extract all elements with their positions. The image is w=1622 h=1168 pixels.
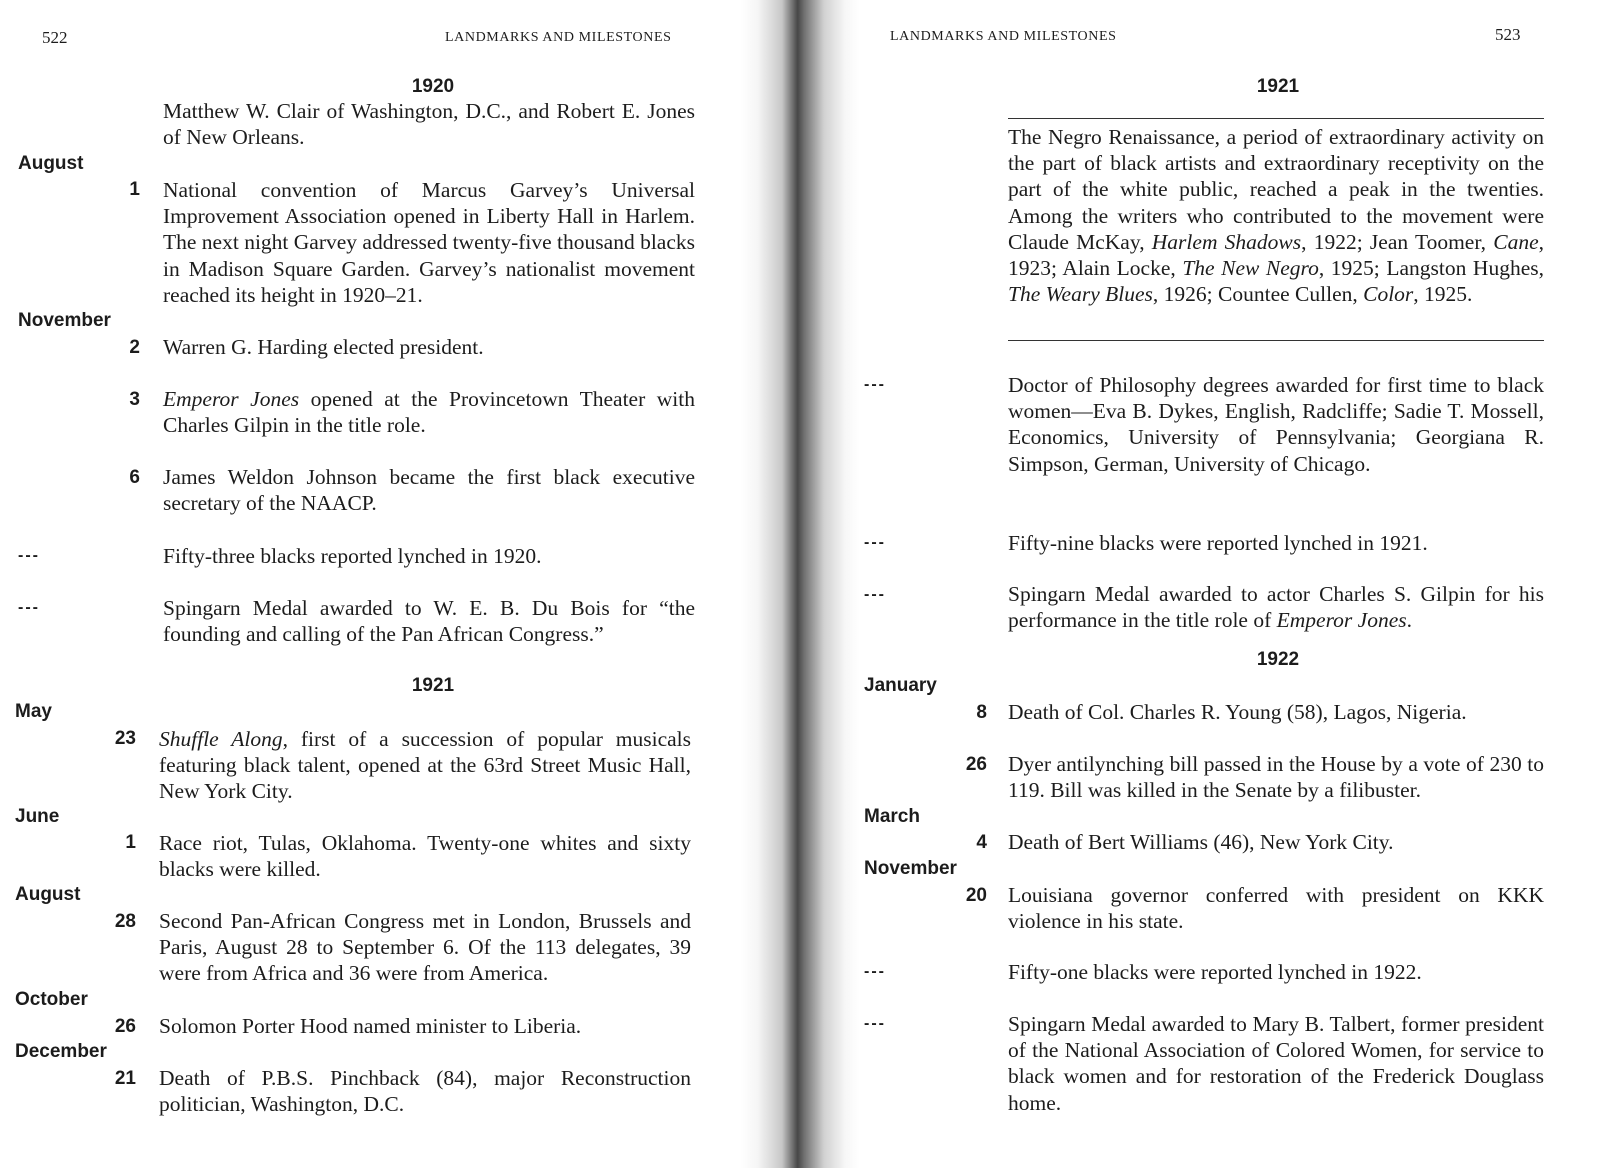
- month-december-1921: December: [15, 1041, 107, 1062]
- entry-johnson-naacp: James Weldon Johnson became the first black executive secretary of the NAACP.: [163, 465, 695, 516]
- running-head: LANDMARKS AND MILESTONES: [445, 30, 672, 45]
- undated-marker: ---: [864, 376, 886, 393]
- work-title: Emperor Jones: [1276, 608, 1407, 633]
- day-28: 28: [114, 911, 136, 932]
- year-heading-1921: 1921: [1256, 76, 1300, 97]
- undated-marker: ---: [864, 586, 886, 603]
- entry-shuffle-along: Shuffle Along, first of a succession of popular musicals featuring black talent, opened at the 63rd Street Music Hall, New York City.: [159, 727, 691, 804]
- entry-spingarn-gilpin: Spingarn Medal awarded to actor Charles S. Gilpin for his performance in the title role of Emperor Jones.: [1008, 582, 1544, 633]
- entry-lynched-1920: Fifty-three blacks reported lynched in 1920.: [163, 544, 542, 568]
- undated-marker: ---: [18, 599, 40, 616]
- month-january-1922: January: [864, 675, 937, 696]
- day-1: 1: [129, 179, 140, 200]
- month-november-1922: November: [864, 858, 957, 879]
- entry-hood-liberia: Solomon Porter Hood named minister to Liberia.: [159, 1014, 582, 1038]
- day-4: 4: [976, 832, 987, 853]
- month-november-1920: November: [18, 310, 111, 331]
- day-1: 1: [125, 832, 136, 853]
- work-title: The Weary Blues: [1008, 282, 1153, 307]
- left-page: [0, 0, 800, 1168]
- day-20: 20: [965, 885, 987, 906]
- day-2: 2: [129, 337, 140, 358]
- entry-lynched-1922: Fifty-one blacks were reported lynched in 1922.: [1008, 960, 1422, 984]
- entry-spingarn-talbert: Spingarn Medal awarded to Mary B. Talbert, former president of the National Association of Colored Women, for service to black women and for restoration of the Frederick Douglass home.: [1008, 1012, 1544, 1115]
- box-top-rule: [1008, 118, 1544, 119]
- continuation-entry: Matthew W. Clair of Washington, D.C., and Robert E. Jones of New Orleans.: [163, 99, 695, 150]
- entry-garvey-convention: National convention of Marcus Garvey’s Universal Improvement Association opened in Liberty Hall in Harlem. The next night Garvey addressed twenty-five thousand blacks in Madison Square Garden. Garvey’s nationalist movement reached its height in 1920–21.: [163, 178, 695, 307]
- day-26: 26: [114, 1016, 136, 1037]
- entry-dyer-bill: Dyer antilynching bill passed in the House by a vote of 230 to 119. Bill was killed in the Senate by a filibuster.: [1008, 752, 1544, 803]
- page-number: 522: [42, 28, 68, 47]
- entry-emperor-jones: Emperor Jones opened at the Provincetown Theater with Charles Gilpin in the title role.: [163, 387, 695, 438]
- month-june-1921: June: [15, 806, 60, 827]
- boxed-note-negro-renaissance: The Negro Renaissance, a period of extraordinary activity on the part of black artists and extraordinary receptivity on the part of the white public, reached a peak in the twenties. Among the writers who contributed to the movement were Claude McKay, Harlem Shadows, 1922; Jean Toomer, Cane, 1923; Alain Locke, The New Negro, 1925; Langston Hughes, The Weary Blues, 1926; Countee Cullen, Color, 1925.: [1008, 125, 1544, 307]
- entry-phd-degrees: Doctor of Philosophy degrees awarded for first time to black women—Eva B. Dykes, English, Radcliffe; Sadie T. Mossell, Economics, University of Pennsylvania; Georgiana R. Simpson, German, University of Chicago.: [1008, 373, 1544, 476]
- day-8: 8: [976, 702, 987, 723]
- day-6: 6: [129, 467, 140, 488]
- day-26: 26: [965, 754, 987, 775]
- year-heading-1921: 1921: [411, 675, 455, 696]
- work-title: The New Negro: [1182, 256, 1319, 281]
- work-title: Harlem Shadows: [1151, 229, 1302, 254]
- entry-race-riot: Race riot, Tulas, Oklahoma. Twenty-one whites and sixty blacks were killed.: [159, 831, 691, 882]
- entry-harding: Warren G. Harding elected president.: [163, 335, 484, 359]
- entry-lynched-1921: Fifty-nine blacks were reported lynched in 1921.: [1008, 531, 1428, 555]
- work-title: Cane: [1493, 229, 1539, 254]
- entry-louisiana-kkk: Louisiana governor conferred with president on KKK violence in his state.: [1008, 883, 1544, 934]
- work-title: Color: [1363, 282, 1414, 307]
- undated-marker: ---: [18, 547, 40, 564]
- year-heading-1922: 1922: [1256, 649, 1300, 670]
- work-title: Shuffle Along: [159, 727, 283, 751]
- entry-pan-african-congress: Second Pan-African Congress met in London, Brussels and Paris, August 28 to September 6. Of the 113 delegates, 39 were from Africa and 36 were from America.: [159, 909, 691, 986]
- month-may-1921: May: [15, 701, 52, 722]
- undated-marker: ---: [864, 963, 886, 980]
- undated-marker: ---: [864, 534, 886, 551]
- month-october-1921: October: [15, 989, 88, 1010]
- page-number: 523: [1495, 25, 1521, 44]
- undated-marker: ---: [864, 1015, 886, 1032]
- month-march-1922: March: [864, 806, 920, 827]
- work-title: Emperor Jones: [163, 387, 300, 411]
- entry-young-death: Death of Col. Charles R. Young (58), Lagos, Nigeria.: [1008, 700, 1467, 724]
- month-august-1920: August: [18, 153, 84, 174]
- entry-pinchback: Death of P.B.S. Pinchback (84), major Reconstruction politician, Washington, D.C.: [159, 1066, 691, 1117]
- running-head: LANDMARKS AND MILESTONES: [890, 29, 1117, 44]
- year-heading-1920: 1920: [411, 76, 455, 97]
- month-august-1921: August: [15, 884, 81, 905]
- day-23: 23: [114, 728, 136, 749]
- right-page: [820, 0, 1622, 1168]
- entry-spingarn-dubois: Spingarn Medal awarded to W. E. B. Du Bois for “the founding and calling of the Pan African Congress.”: [163, 596, 695, 647]
- entry-bert-williams: Death of Bert Williams (46), New York City.: [1008, 830, 1394, 854]
- day-21: 21: [114, 1068, 136, 1089]
- day-3: 3: [129, 389, 140, 410]
- box-bottom-rule: [1008, 340, 1544, 341]
